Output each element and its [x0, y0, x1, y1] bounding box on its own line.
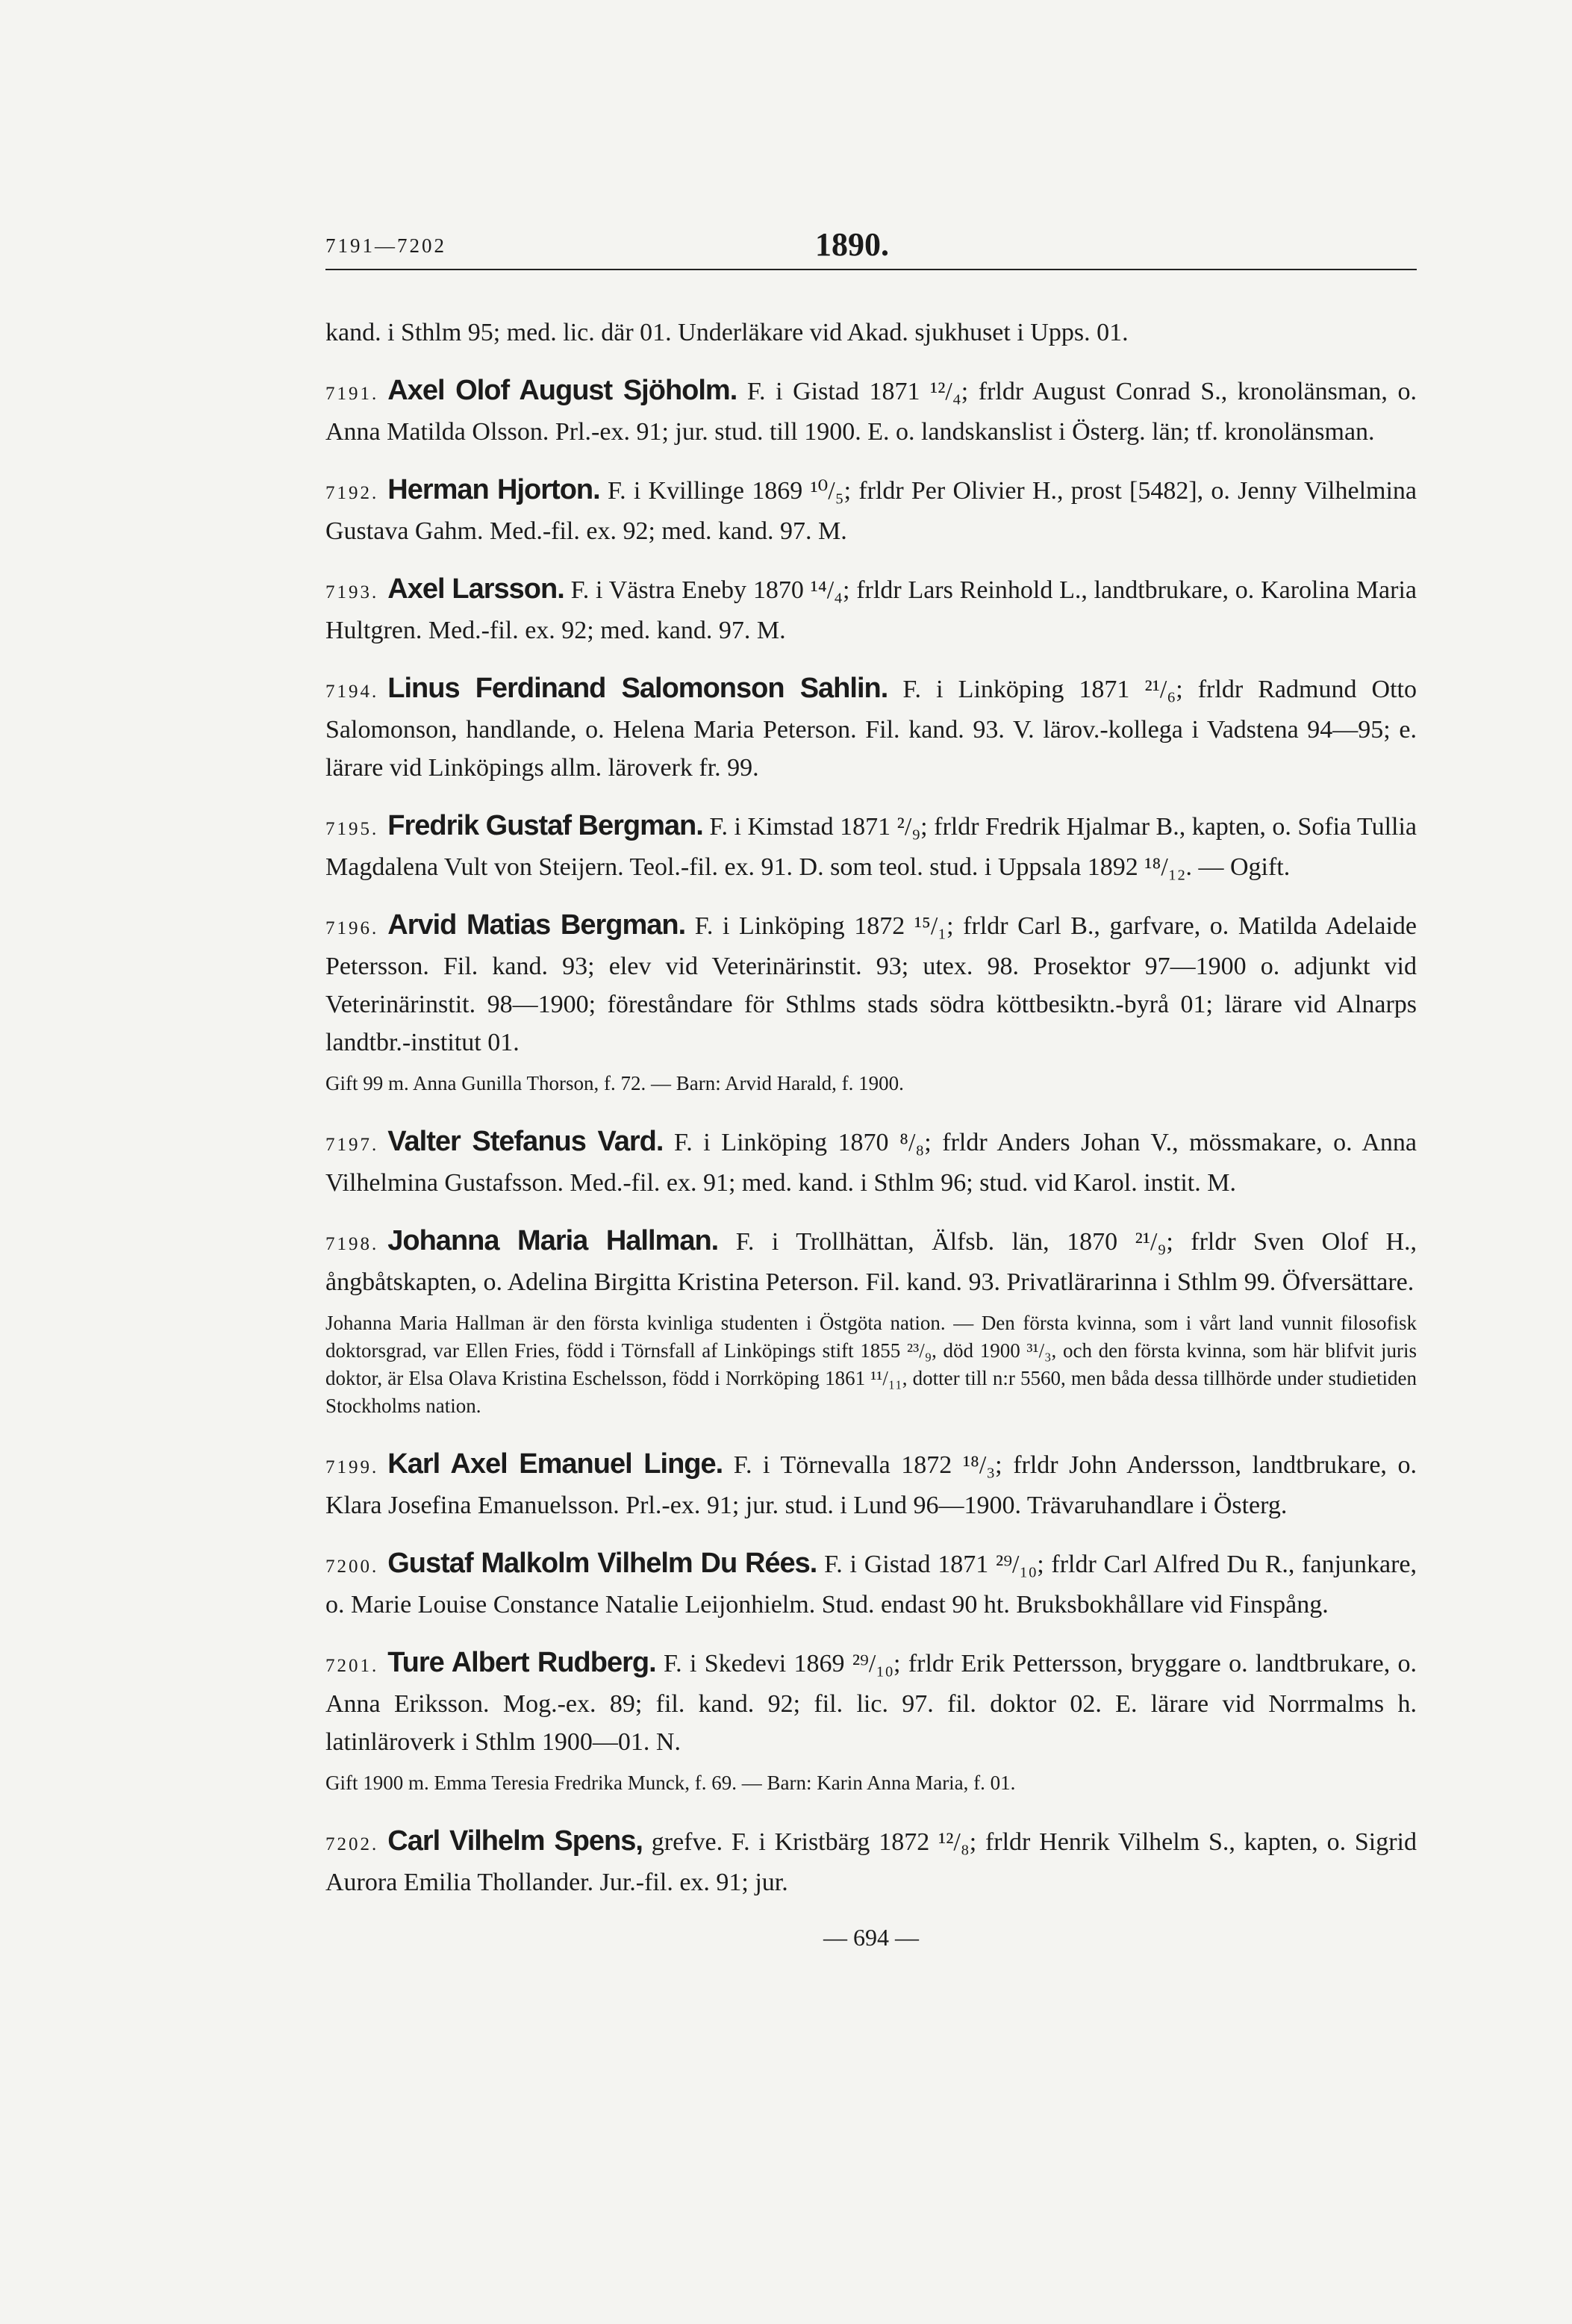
entry-7198: 7198. Johanna Maria Hallman. F. i Trollhättan, Älfsb. län, 1870 ²¹/₉; frldr Sven Olof H., ångbåtskapten, o. Adelina Birgitta Kristina Peterson. Fil. kand. 93. Privatlärarinna i Sthlm 99. Öfversättare.	[325, 1225, 1417, 1296]
entry-7192: 7192. Herman Hjorton. F. i Kvillinge 1869 ¹⁰/₅; frldr Per Olivier H., prost [5482], o. Jenny Vilhelmina Gustava Gahm. Med.-fil. ex. 92; med. kand. 97. M.	[325, 474, 1417, 545]
entry-name: Valter Stefanus Vard.	[387, 1126, 664, 1157]
entry-name: Arvid Matias Bergman.	[387, 909, 686, 941]
entry-7195: 7195. Fredrik Gustaf Bergman. F. i Kimstad 1871 ²/₉; frldr Fredrik Hjalmar B., kapten, o. Sofia Tullia Magdalena Vult von Steijern. Teol.-fil. ex. 91. D. som teol. stud. i Uppsala 1892 ¹⁸/₁₂. — Ogift.	[325, 810, 1417, 881]
footnote-7198: Johanna Maria Hallman är den första kvinliga studenten i Östgöta nation. — Den första kvinna, som i vårt land vunnit filosofisk doktorsgrad, var Ellen Fries, född i Törnsfall af Linköpings stift 1855 ²³/₉, död 1900 ³¹/₃, och den första kvinna, som här blifvit juris doktor, är Elsa Olava Kristina Eschelsson, född i Norrköping 1861 ¹¹/₁₁, dotter till n:r 5560, men båda dessa tillhörde under studietiden Stockholms nation.	[325, 1312, 1417, 1417]
entry-7196: 7196. Arvid Matias Bergman. F. i Linköping 1872 ¹⁵/₁; frldr Carl B., garfvare, o. Matilda Adelaide Petersson. Fil. kand. 93; elev vid Veterinärinstit. 93; utex. 98. Prosektor 97—1900 o. adjunkt vid Veterinärinstit. 98—1900; föreståndare för Sthlms stads södra köttbesiktn.-byrå 01; lärare vid Alnarps landtbr.-institut 01.	[325, 909, 1417, 1056]
page-header	[325, 224, 1417, 270]
entries-body	[325, 314, 1417, 1901]
marriage-note-7201: Gift 1900 m. Emma Teresia Fredrika Munck, f. 69. — Barn: Karin Anna Maria, f. 01.	[325, 1772, 1016, 1794]
entry-7194: 7194. Linus Ferdinand Salomonson Sahlin. F. i Linköping 1871 ²¹/₆; frldr Radmund Otto Salomonson, handlande, o. Helena Maria Peterson. Fil. kand. 93. V. lärov.-kollega i Vadstena 94—95; e. lärare vid Linköpings allm. läroverk fr. 99.	[325, 673, 1417, 782]
entry-name: Fredrik Gustaf Bergman.	[387, 810, 703, 841]
entry-7197: 7197. Valter Stefanus Vard. F. i Linköping 1870 ⁸/₈; frldr Anders Johan V., mössmakare, o. Anna Vilhelmina Gustafsson. Med.-fil. ex. 91; med. kand. i Sthlm 96; stud. vid Karol. instit. M.	[325, 1126, 1417, 1197]
document-page	[325, 224, 1417, 1951]
entry-name: Ture Albert Rudberg.	[387, 1647, 656, 1678]
entry-range: 7191—7202	[325, 234, 446, 257]
entry-7202: 7202. Carl Vilhelm Spens, grefve. F. i Kristbärg 1872 ¹²/₈; frldr Henrik Vilhelm S., kapten, o. Sigrid Aurora Emilia Thollander. Jur.-fil. ex. 91; jur.	[325, 1825, 1417, 1896]
entry-7201: 7201. Ture Albert Rudberg. F. i Skedevi 1869 ²⁹/₁₀; frldr Erik Pettersson, bryggare o. landtbrukare, o. Anna Eriksson. Mog.-ex. 89; fil. kand. 92; fil. lic. 97. fil. doktor 02. E. lärare vid Norrmalms h. latinläroverk i Sthlm 1900—01. N.	[325, 1647, 1417, 1756]
entry-name: Axel Olof August Sjöholm.	[387, 375, 737, 406]
entry-name: Karl Axel Emanuel Linge.	[387, 1448, 723, 1480]
entry-name: Linus Ferdinand Salomonson Sahlin.	[387, 673, 888, 704]
page-number: — 694 —	[823, 1924, 919, 1951]
intro-text: kand. i Sthlm 95; med. lic. där 01. Underläkare vid Akad. sjukhuset i Upps. 01.	[325, 319, 1129, 346]
entry-name: Johanna Maria Hallman.	[387, 1225, 719, 1256]
entry-name: Herman Hjorton.	[387, 474, 600, 505]
marriage-note-7196: Gift 99 m. Anna Gunilla Thorson, f. 72. — Barn: Arvid Harald, f. 1900.	[325, 1072, 904, 1094]
year-heading: 1890.	[815, 226, 889, 263]
entry-7199: 7199. Karl Axel Emanuel Linge. F. i Törnevalla 1872 ¹⁸/₃; frldr John Andersson, landtbrukare, o. Klara Josefina Emanuelsson. Prl.-ex. 91; jur. stud. i Lund 96—1900. Trävaruhandlare i Österg.	[325, 1448, 1417, 1519]
entry-7191: 7191. Axel Olof August Sjöholm. F. i Gistad 1871 ¹²/₄; frldr August Conrad S., kronolänsman, o. Anna Matilda Olsson. Prl.-ex. 91; jur. stud. till 1900. E. o. landskanslist i Österg. län; tf. kronolänsman.	[325, 375, 1417, 446]
entry-name: Axel Larsson.	[387, 573, 564, 605]
entry-7193: 7193. Axel Larsson. F. i Västra Eneby 1870 ¹⁴/₄; frldr Lars Reinhold L., landtbrukare, o. Karolina Maria Hultgren. Med.-fil. ex. 92; med. kand. 97. M.	[325, 573, 1417, 644]
entry-name: Gustaf Malkolm Vilhelm Du Rées.	[387, 1548, 817, 1579]
entry-7200: 7200. Gustaf Malkolm Vilhelm Du Rées. F. i Gistad 1871 ²⁹/₁₀; frldr Carl Alfred Du R., fanjunkare, o. Marie Louise Constance Natalie Leijonhielm. Stud. endast 90 ht. Bruksbokhållare vid Finspång.	[325, 1548, 1417, 1619]
entry-name: Carl Vilhelm Spens,	[387, 1825, 643, 1857]
